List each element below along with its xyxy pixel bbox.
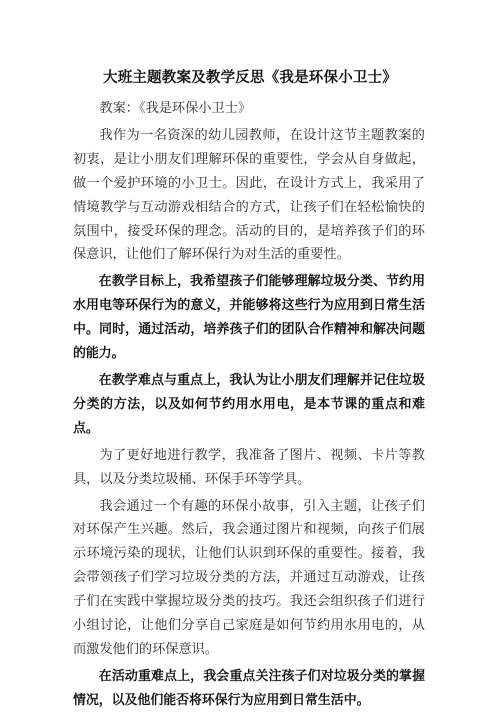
paragraph-activity-process: 我会通过一个有趣的环保小故事，引入主题，让孩子们对环保产生兴趣。然后，我会通过图片和视频，向孩子们展示环境污染的现状，让他们认识到环保的重要性。接着，我会带领孩子们学习垃圾分类的方法，并通过互动游戏，让孩子们在实践中掌握垃圾分类的技巧。我还会组织孩子们进行小组讨论，让他们分享自己家庭是如何节约用水用电的，从而激发他们的环保意识。 xyxy=(73,498,425,657)
document-title: 大班主题教案及教学反思《我是环保小卫士》 xyxy=(103,70,397,86)
document-body xyxy=(73,97,425,713)
paragraph-activity-focus: 在活动重难点上，我会重点关注孩子们对垃圾分类的掌握情况，以及他们能否将环保行为应用到日常生活中。 xyxy=(73,668,425,708)
paragraph-teaching-goals: 在教学目标上，我希望孩子们能够理解垃圾分类、节约用水用电等环保行为的意义，并能够将这些行为应用到日常生活中。同时，通过活动，培养孩子们的团队合作精神和解决问题的能力。 xyxy=(73,274,425,362)
paragraph-design-intent: 我作为一名资深的幼儿园教师，在设计这节主题教案的初衷，是让小朋友们理解环保的重要性，学会从自身做起，做一个爱护环境的小卫士。因此，在设计方式上，我采用了情境教学与互动游戏相结合的方式，让孩子们在轻松愉快的氛围中，接受环保的理念。活动的目的，是培养孩子们的环保意识，让他们了解环保行为对生活的重要性。 xyxy=(73,127,425,263)
paragraph-materials: 为了更好地进行教学，我准备了图片、视频、卡片等教具，以及分类垃圾桶、环保手环等学具。 xyxy=(73,447,425,487)
paragraph-lesson-name: 教案：《我是环保小卫士》 xyxy=(99,101,252,116)
paragraph-key-points: 在教学难点与重点上，我认为让小朋友们理解并记住垃圾分类的方法，以及如何节约用水用电，是本节课的重点和难点。 xyxy=(73,372,425,436)
